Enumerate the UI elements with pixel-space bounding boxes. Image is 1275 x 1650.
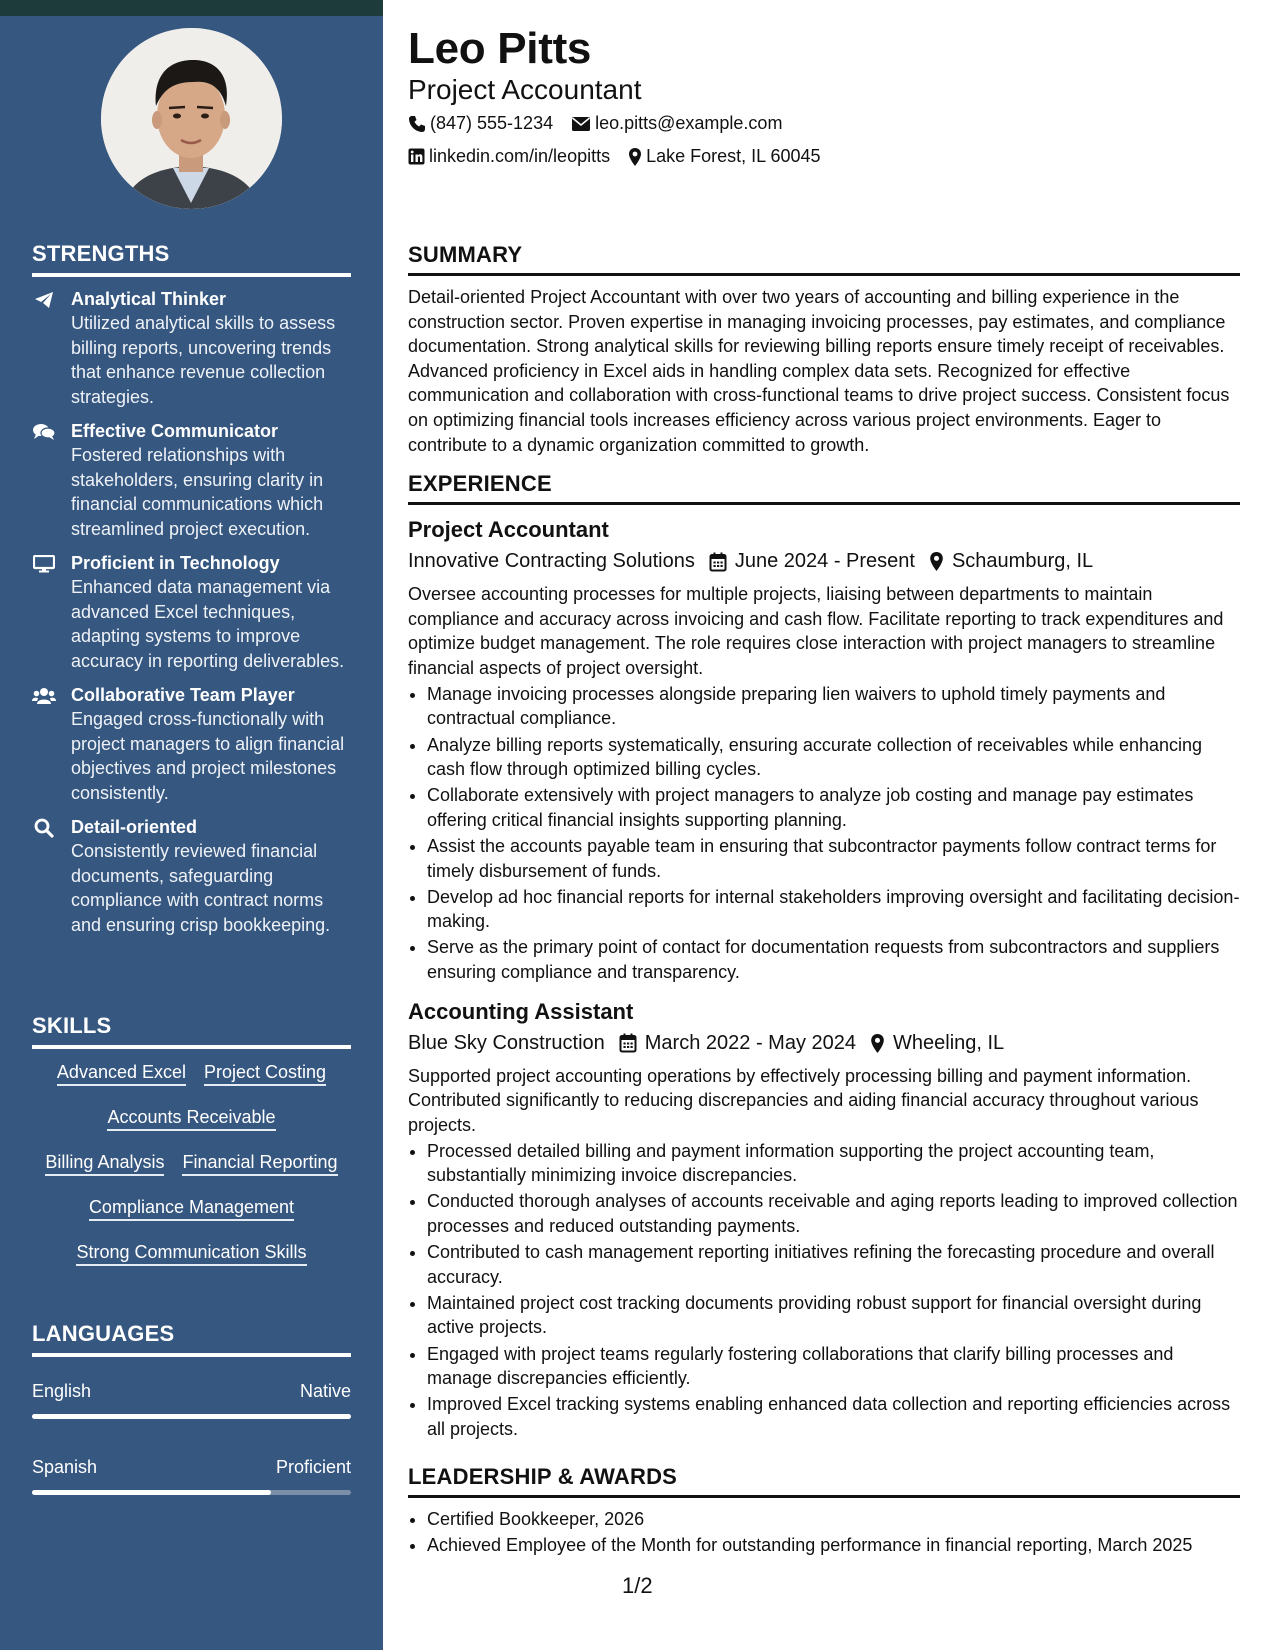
language-proficiency-bar: [32, 1414, 351, 1419]
job-bullets: [408, 682, 1240, 985]
job-bullet: • Manage invoicing processes alongside preparing lien waivers to uphold timely payments and contractual compliance.: [427, 682, 1240, 731]
languages-heading: LANGUAGES: [32, 1321, 351, 1357]
job-bullets: [408, 1139, 1240, 1442]
skill-tag: Financial Reporting: [182, 1153, 337, 1176]
job-role: Accounting Assistant: [408, 998, 634, 1024]
profile-photo: [101, 28, 282, 209]
strength-title: Proficient in Technology: [71, 553, 280, 573]
location-contact: [628, 146, 820, 167]
strength-title: Detail-oriented: [71, 817, 198, 837]
sidebar: [0, 0, 383, 1650]
desktop-icon: [32, 553, 56, 575]
email-contact[interactable]: [571, 113, 782, 134]
language-name: English: [32, 1381, 92, 1401]
strength-description: Engaged cross-functionally with project managers to align financial objectives and project milestones consistently.: [71, 709, 345, 803]
comments-icon: [32, 421, 56, 443]
users-icon: [32, 685, 56, 707]
summary-text: Detail-oriented Project Accountant with over two years of accounting and billing experience in the construction sector. Proven expertise in managing invoicing processes, pay estimates, and compliance documentation. Strong analytical skills for reviewing billing reports ensure timely receipt of receivables. Advanced proficiency in Excel aids in handling complex data sets. Recognized for effective communication and collaboration with cross-functional teams to drive project success. Consistent focus on optimizing financial tools increases efficiency across various project environments. Eager to contribute to a dynamic organization committed to growth.: [408, 287, 1230, 455]
job-dates: March 2022 - May 2024: [644, 1031, 856, 1054]
language-proficiency-bar: [32, 1490, 351, 1495]
job-dates: June 2024 - Present: [734, 550, 915, 572]
language-item: [32, 1381, 351, 1419]
person-name: Leo Pitts: [408, 24, 592, 73]
map-marker-icon: [870, 1033, 885, 1054]
job-description: Oversee accounting processes for multiple projects, liaising between departments to maintain compliance and accuracy across invoicing and cash flow. Facilitate reporting to track expenditures and optimize budget management. The role requires close interaction with project managers to streamline financial aspects of project oversight.: [408, 584, 1224, 678]
job-location: Schaumburg, IL: [951, 550, 1094, 572]
person-title: Project Accountant: [408, 74, 642, 105]
job-bullet: • Improved Excel tracking systems enabling enhanced data collection and reporting efficiencies across all projects.: [427, 1392, 1240, 1441]
strength-description: Enhanced data management via advanced Excel techniques, adapting systems to improve accuracy in reporting deliverables.: [71, 577, 345, 671]
phone-icon: [408, 115, 426, 133]
skills-list: [32, 1063, 351, 1288]
award-item: • Achieved Employee of the Month for outstanding performance in financial reporting, March 2025: [427, 1533, 1240, 1558]
language-item: [32, 1457, 351, 1495]
strength-description: Utilized analytical skills to assess billing reports, uncovering trends that enhance revenue collection strategies.: [71, 313, 336, 407]
award-item: • Certified Bookkeeper, 2026: [427, 1507, 1240, 1532]
awards-section: [408, 1464, 1240, 1558]
job-bullet: • Analyze billing reports systematically, ensuring accurate collection of receivables while enhancing cash flow through optimized billing cycles.: [427, 733, 1240, 782]
language-level: Proficient: [275, 1457, 351, 1477]
experience-section: [408, 471, 1240, 1441]
strength-item: [32, 815, 351, 937]
job-entry: [408, 517, 1240, 985]
awards-heading: LEADERSHIP & AWARDS: [408, 1464, 1240, 1498]
job-meta: [408, 1032, 1240, 1055]
job-description: Supported project accounting operations by effectively processing billing and payment information. Contributed significantly to reducing discrepancies and aiding financial accuracy throughout various projects.: [408, 1065, 1199, 1135]
job-bullet: • Maintained project cost tracking documents providing robust support for financial oversight during active projects.: [427, 1291, 1240, 1340]
strength-item: [32, 551, 351, 673]
calendar-icon: [709, 552, 727, 572]
job-bullet: • Contributed to cash management reporting initiatives refining the forecasting procedure and overall accuracy.: [427, 1240, 1240, 1289]
summary-section: [408, 242, 1240, 457]
languages-section: [32, 1321, 351, 1495]
linkedin-icon: [408, 148, 425, 165]
experience-heading: EXPERIENCE: [408, 471, 1240, 505]
calendar-icon: [619, 1033, 637, 1053]
skills-section: [32, 1013, 351, 1288]
map-marker-icon: [628, 147, 642, 167]
language-name: Spanish: [32, 1457, 98, 1477]
job-bullet: • Assist the accounts payable team in ensuring that subcontractor payments follow contract terms for timely disbursement of funds.: [427, 834, 1240, 883]
skill-tag: Accounts Receivable: [107, 1108, 275, 1131]
language-proficiency-fill: [32, 1414, 351, 1419]
email-address[interactable]: leo.pitts@example.com: [595, 113, 783, 133]
job-entry: [408, 999, 1240, 1442]
job-bullet: • Serve as the primary point of contact for documentation requests from subcontractors and suppliers ensuring compliance and transparency.: [427, 935, 1240, 984]
skill-tag: Strong Communication Skills: [76, 1243, 306, 1266]
sidebar-top-bar: [0, 0, 383, 16]
summary-heading: SUMMARY: [408, 242, 1240, 276]
contact-line-2: [408, 146, 821, 167]
phone-number: (847) 555-1234: [430, 113, 554, 133]
page-number: 1/2: [622, 1573, 653, 1598]
strength-title: Collaborative Team Player: [71, 685, 295, 705]
linkedin-contact[interactable]: [408, 146, 610, 167]
skill-tag: Compliance Management: [89, 1198, 294, 1221]
map-marker-icon: [929, 551, 944, 572]
job-bullet: • Processed detailed billing and payment information supporting the project accounting team, substantially minimizing invoice discrepancies.: [427, 1139, 1240, 1188]
linkedin-url[interactable]: linkedin.com/in/leopitts: [429, 146, 611, 166]
job-bullet: • Collaborate extensively with project managers to analyze job costing and manage pay estimates offering critical financial insights supporting planning.: [427, 783, 1240, 832]
strength-description: Consistently reviewed financial documents, safeguarding compliance with contract norms and ensuring crisp bookkeeping.: [71, 841, 331, 935]
paper-plane-icon: [32, 289, 56, 311]
skill-tag: Billing Analysis: [45, 1153, 164, 1176]
job-company: Blue Sky Construction: [408, 1031, 605, 1054]
strength-title: Effective Communicator: [71, 421, 279, 441]
location-text: Lake Forest, IL 60045: [646, 146, 821, 166]
strengths-section: [32, 241, 351, 937]
phone-contact: [408, 113, 553, 134]
job-role: Project Accountant: [408, 517, 609, 542]
envelope-icon: [571, 116, 591, 132]
strength-description: Fostered relationships with stakeholders, ensuring clarity in financial communications which streamlined project execution.: [71, 445, 324, 539]
strength-item: [32, 287, 351, 409]
job-company: Innovative Contracting Solutions: [408, 550, 695, 572]
skills-heading: SKILLS: [32, 1013, 351, 1049]
contact-line-1: [408, 113, 782, 134]
language-level: Native: [299, 1381, 351, 1401]
job-bullet: • Conducted thorough analyses of accounts receivable and aging reports leading to improved collection processes and reduced outstanding payments.: [427, 1189, 1240, 1238]
awards-list: [408, 1507, 1240, 1558]
skill-tag: Project Costing: [204, 1063, 326, 1086]
strength-item: [32, 683, 351, 805]
job-bullet: • Engaged with project teams regularly fostering collaborations that clarify billing processes and manage discrepancies efficiently.: [427, 1342, 1240, 1391]
search-icon: [32, 817, 56, 839]
strength-item: [32, 419, 351, 541]
strengths-heading: STRENGTHS: [32, 241, 351, 277]
job-bullet: • Develop ad hoc financial reports for internal stakeholders improving oversight and facilitating decision-making.: [427, 885, 1240, 934]
language-proficiency-fill: [32, 1490, 271, 1495]
skill-tag: Advanced Excel: [57, 1063, 186, 1086]
strength-title: Analytical Thinker: [71, 289, 227, 309]
job-location: Wheeling, IL: [893, 1031, 1005, 1054]
job-meta: [408, 550, 1240, 573]
